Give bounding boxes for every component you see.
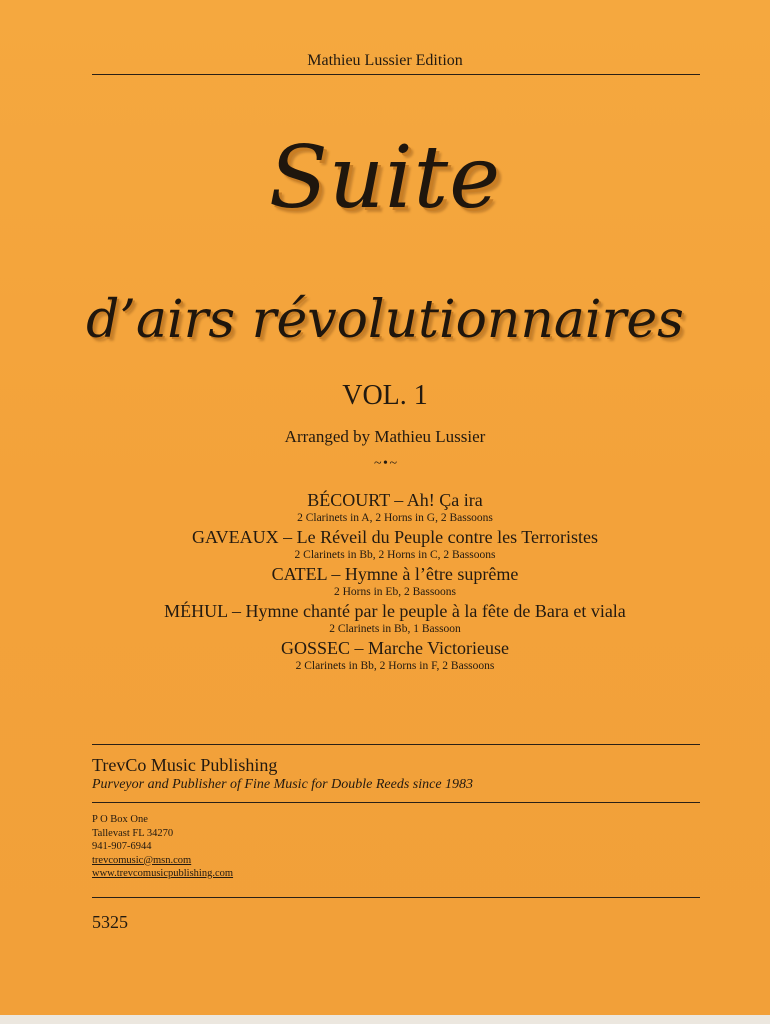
publisher-rule-top: [92, 744, 700, 745]
piece-instrumentation: 2 Clarinets in Bb, 2 Horns in F, 2 Bassoons: [295, 660, 495, 672]
email-link[interactable]: trevcomusic@msn.com: [92, 854, 192, 866]
piece-title: GAVEAUX – Le Réveil du Peuple contre les Terroristes: [192, 527, 598, 547]
top-rule: [92, 74, 700, 75]
main-title: Suite: [268, 128, 502, 228]
address-line1: P O Box One: [92, 814, 148, 825]
subtitle: d’airs révolutionnaires: [86, 290, 684, 350]
publisher-name: TrevCo Music Publishing: [92, 755, 278, 775]
piece-item: [0, 564, 770, 601]
publisher-rule-middle: [92, 802, 700, 803]
volume-label: VOL. 1: [342, 380, 428, 411]
piece-instrumentation: 2 Clarinets in A, 2 Horns in G, 2 Bassoons: [297, 512, 493, 524]
piece-title: BÉCOURT – Ah! Ça ira: [307, 490, 483, 510]
address-line2: Tallevast FL 34270: [92, 827, 174, 839]
publisher-rule-bottom: [92, 897, 700, 898]
piece-instrumentation: 2 Clarinets in Bb, 1 Bassoon: [329, 623, 461, 635]
website-link[interactable]: www.trevcomusicpublishing.com: [92, 868, 234, 879]
publisher-tagline: Purveyor and Publisher of Fine Music for Double Reeds since 1983: [92, 777, 474, 792]
ornament-divider: ~ • ~: [373, 456, 397, 471]
piece-item: [0, 490, 770, 527]
phone-number: 941-907-6944: [92, 841, 152, 852]
piece-item: [0, 601, 770, 638]
piece-instrumentation: 2 Clarinets in Bb, 2 Horns in C, 2 Bassoons: [294, 549, 496, 561]
piece-list: [0, 490, 770, 675]
piece-title: MÉHUL – Hymne chanté par le peuple à la fête de Bara et viala: [164, 601, 626, 621]
publisher-address: [92, 813, 233, 881]
piece-item: [0, 638, 770, 675]
arranger-credit: Arranged by Mathieu Lussier: [284, 427, 486, 446]
piece-title: CATEL – Hymne à l’être suprême: [271, 564, 519, 584]
piece-item: [0, 527, 770, 564]
edition-label: Mathieu Lussier Edition: [307, 52, 463, 69]
piece-instrumentation: 2 Horns in Eb, 2 Bassoons: [333, 586, 457, 598]
piece-title: GOSSEC – Marche Victorieuse: [280, 638, 510, 658]
page-bottom-edge: [0, 1015, 770, 1024]
catalog-number: 5325: [92, 912, 128, 932]
